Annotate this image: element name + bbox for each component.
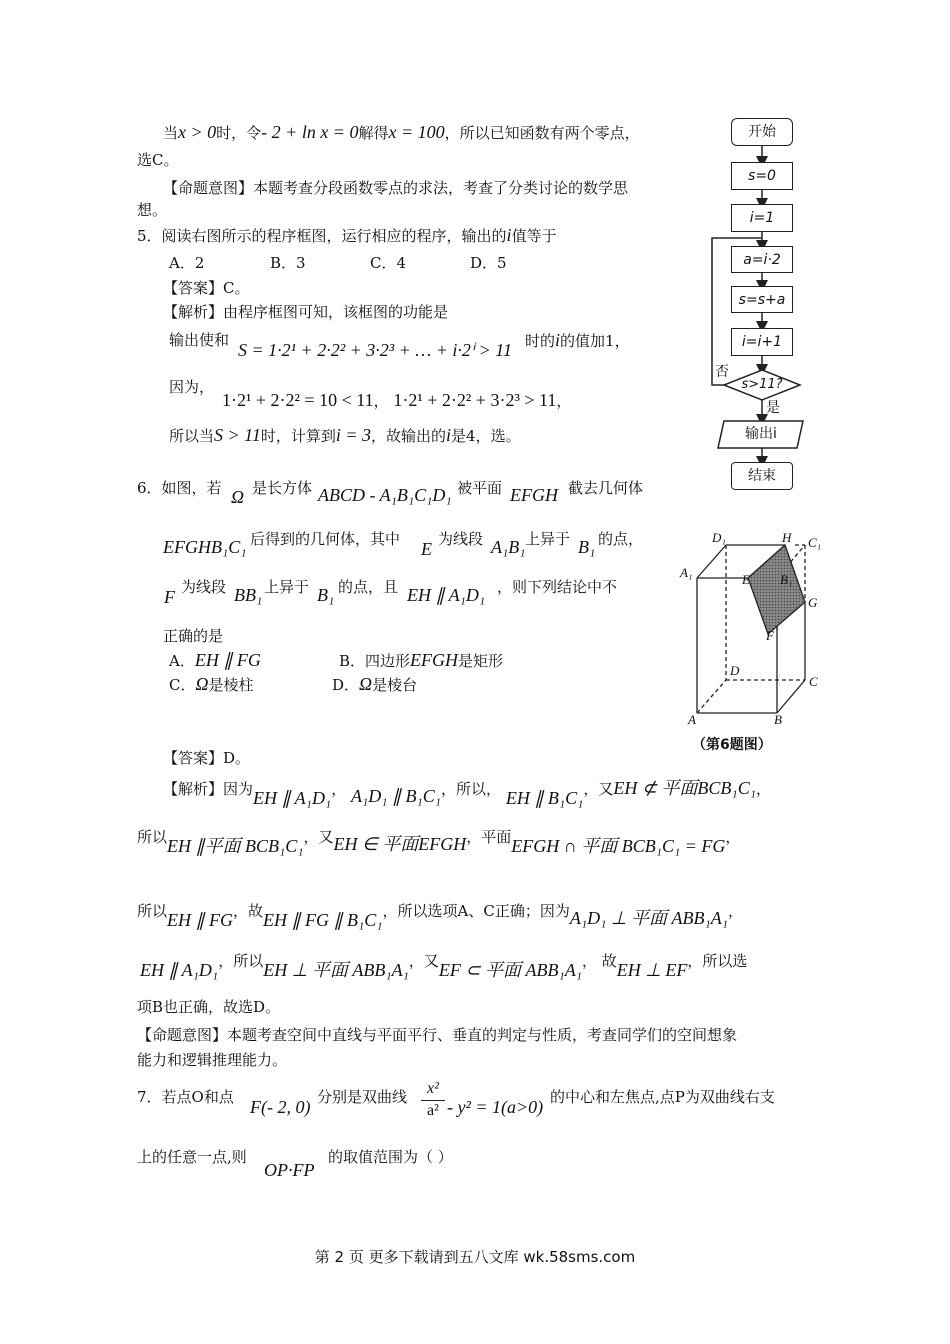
- flow-end: 结束: [731, 462, 793, 490]
- flow-output: 输出i: [745, 426, 777, 442]
- label-A: A: [688, 712, 696, 727]
- label-D: D: [730, 663, 740, 678]
- q5-opt-d: D．5: [470, 254, 507, 272]
- label-D1: D₁: [712, 530, 726, 545]
- flow-i1: i=1: [731, 204, 793, 232]
- q6-line3-m3: B₁: [317, 585, 335, 605]
- q7-line2-b: 的取值范围为（ ）: [328, 1148, 453, 1166]
- q6-cuboid: ABCD - A₁B₁C₁D₁: [318, 485, 452, 505]
- q6-line2-m1: EFGHB₁C₁: [163, 537, 247, 557]
- b1-line1: 当x > 0时，令- 2 + ln x = 0解得x = 100，所以已知函数有两个零点，: [163, 122, 640, 142]
- q5-stem: 5．阅读右图所示的程序框图，运行相应的程序，输出的i值等于: [137, 225, 557, 245]
- flow-no: 否: [715, 364, 729, 380]
- q6-omega: Ω: [231, 487, 245, 507]
- q5-opt-c: C．4: [370, 254, 407, 272]
- q5-sum-formula: S = 1·2¹ + 2·2² + 3·2³ + … + i·2ⁱ > 11: [238, 340, 512, 360]
- q6-line2-d: 的点，: [598, 530, 644, 548]
- q6-r5: 项B也正确，故选D。: [137, 998, 281, 1016]
- q5-answer: 【答案】C。: [163, 279, 250, 297]
- q6-line3-c: 的点，且: [338, 578, 399, 596]
- b1-line2: 选C。: [137, 151, 179, 169]
- q6-line1-d: 截去几何体: [568, 479, 644, 497]
- q6-r1: 【解析】因为EH ∥ A₁D₁， A₁D₁ ∥ B₁C₁，所以， EH ∥ B₁C₁，又EH ⊄ 平面BCB₁C₁，: [163, 778, 771, 808]
- q6-line1-c: 被平面: [457, 479, 503, 497]
- q6-line3-m4: EH ∥ A₁D₁: [407, 585, 486, 605]
- label-C: C: [809, 674, 818, 689]
- label-B1: B₁: [780, 572, 793, 587]
- q6-line2-m4: B₁: [578, 537, 596, 557]
- flow-start: 开始: [731, 118, 793, 146]
- q6-r2: 所以EH ∥平面 BCB₁C₁，又EH ∈ 平面EFGH，平面EFGH ∩ 平面 BCB₁C₁ = FG，: [137, 828, 741, 856]
- q7-line2-a: 上的任意一点,则: [137, 1148, 247, 1166]
- label-C1: C₁: [808, 535, 822, 550]
- q7-frac-num: x²: [427, 1080, 439, 1097]
- q5-analysis1: 【解析】由程序框图可知，该框图的功能是: [163, 303, 449, 321]
- q6-opt-d: D．Ω是棱台: [332, 674, 418, 694]
- q7-dot-product: OP·FP: [264, 1160, 315, 1180]
- label-A1: A₁: [680, 565, 693, 580]
- q6-line2-a: 后得到的几何体，其中: [250, 530, 401, 548]
- q6-opt-c: C．Ω是棱柱: [169, 674, 254, 694]
- q7-point-f: F(- 2, 0): [250, 1097, 311, 1117]
- q6-r4: EH ∥ A₁D₁，所以EH ⊥ 平面 ABB₁A₁，又EF ⊂ 平面 ABB₁A₁， 故EH ⊥ EF，所以选: [140, 952, 748, 980]
- q6-line3-b: 上异于: [264, 578, 310, 596]
- label-F: F: [766, 628, 774, 643]
- q7-line1-b: 分别是双曲线: [317, 1088, 408, 1106]
- q6-line1-b: 是长方体: [252, 479, 313, 497]
- q7-fraction: [421, 1080, 445, 1121]
- q5-opt-b: B．3: [270, 254, 306, 272]
- b1-intent2: 想。: [137, 201, 168, 219]
- q6-opt-a: A．EH ∥ FG: [169, 650, 261, 670]
- q6-answer: 【答案】D。: [163, 749, 251, 767]
- q6-r3: 所以EH ∥ FG，故EH ∥ FG ∥ B₁C₁，所以选项A、C正确；因为A₁D₁ ⊥ 平面 ABB₁A₁，: [137, 902, 744, 930]
- q7-frac-den: a²: [427, 1102, 439, 1119]
- q6-line2-m3: A₁B₁: [491, 537, 526, 557]
- label-E: E: [742, 572, 750, 587]
- q7-line1-a: 7．若点O和点: [137, 1088, 234, 1106]
- label-B: B: [774, 712, 782, 727]
- flow-yes: 是: [766, 400, 780, 416]
- q6-plane: EFGH: [510, 485, 558, 505]
- q5-because: 因为，: [169, 378, 215, 396]
- q6-line3-a: 为线段: [181, 578, 227, 596]
- figure-caption: （第6题图）: [692, 737, 772, 753]
- q6-intent1: 【命题意图】本题考查空间中直线与平面平行、垂直的判定与性质，考查同学们的空间想象: [137, 1026, 738, 1044]
- q5-ineq: 1·2¹ + 2·2² = 10 < 11， 1·2¹ + 2·2² + 3·2³ > 11，: [222, 390, 572, 410]
- q7-hyperbola: - y² = 1(a>0): [447, 1097, 544, 1117]
- q6-line2-m2: E: [421, 539, 432, 559]
- q6-intent2: 能力和逻辑推理能力。: [137, 1051, 288, 1069]
- q6-line2-b: 为线段: [438, 530, 484, 548]
- q6-line1: 6．如图，若: [137, 479, 222, 497]
- page-footer: 第 2 页 更多下载请到五八文库 wk.58sms.com: [314, 1248, 636, 1266]
- flow-s: s=s+a: [731, 286, 793, 313]
- q5-opt-a: A．2: [169, 254, 205, 272]
- q6-opt-b: B．四边形EFGH是矩形: [339, 650, 504, 670]
- q6-line2-c: 上异于: [525, 530, 571, 548]
- label-H: H: [782, 530, 792, 545]
- q6-line4: 正确的是: [163, 627, 224, 645]
- q5-analysis2-tail: 时的i的值加1，: [525, 330, 630, 350]
- flow-cond: s>11?: [741, 377, 783, 392]
- q6-line3-m1: F: [164, 587, 175, 607]
- q7-line1-c: 的中心和左焦点,点P为双曲线右支: [550, 1088, 775, 1106]
- q6-line3-d: ，则下列结论中不: [497, 578, 618, 596]
- flow-a: a=i·2: [731, 246, 793, 273]
- flow-s0: s=0: [731, 162, 793, 190]
- q5-analysis2: 输出使和: [169, 331, 230, 349]
- flow-inc: i=i+1: [731, 328, 793, 356]
- label-G: G: [808, 595, 818, 610]
- q5-conclusion: 所以当S > 11时，计算到i = 3，故输出的i是4，选。: [169, 425, 521, 445]
- b1-intent: 【命题意图】本题考查分段函数零点的求法，考查了分类讨论的数学思: [163, 179, 629, 197]
- q6-line3-m2: BB₁: [234, 585, 263, 605]
